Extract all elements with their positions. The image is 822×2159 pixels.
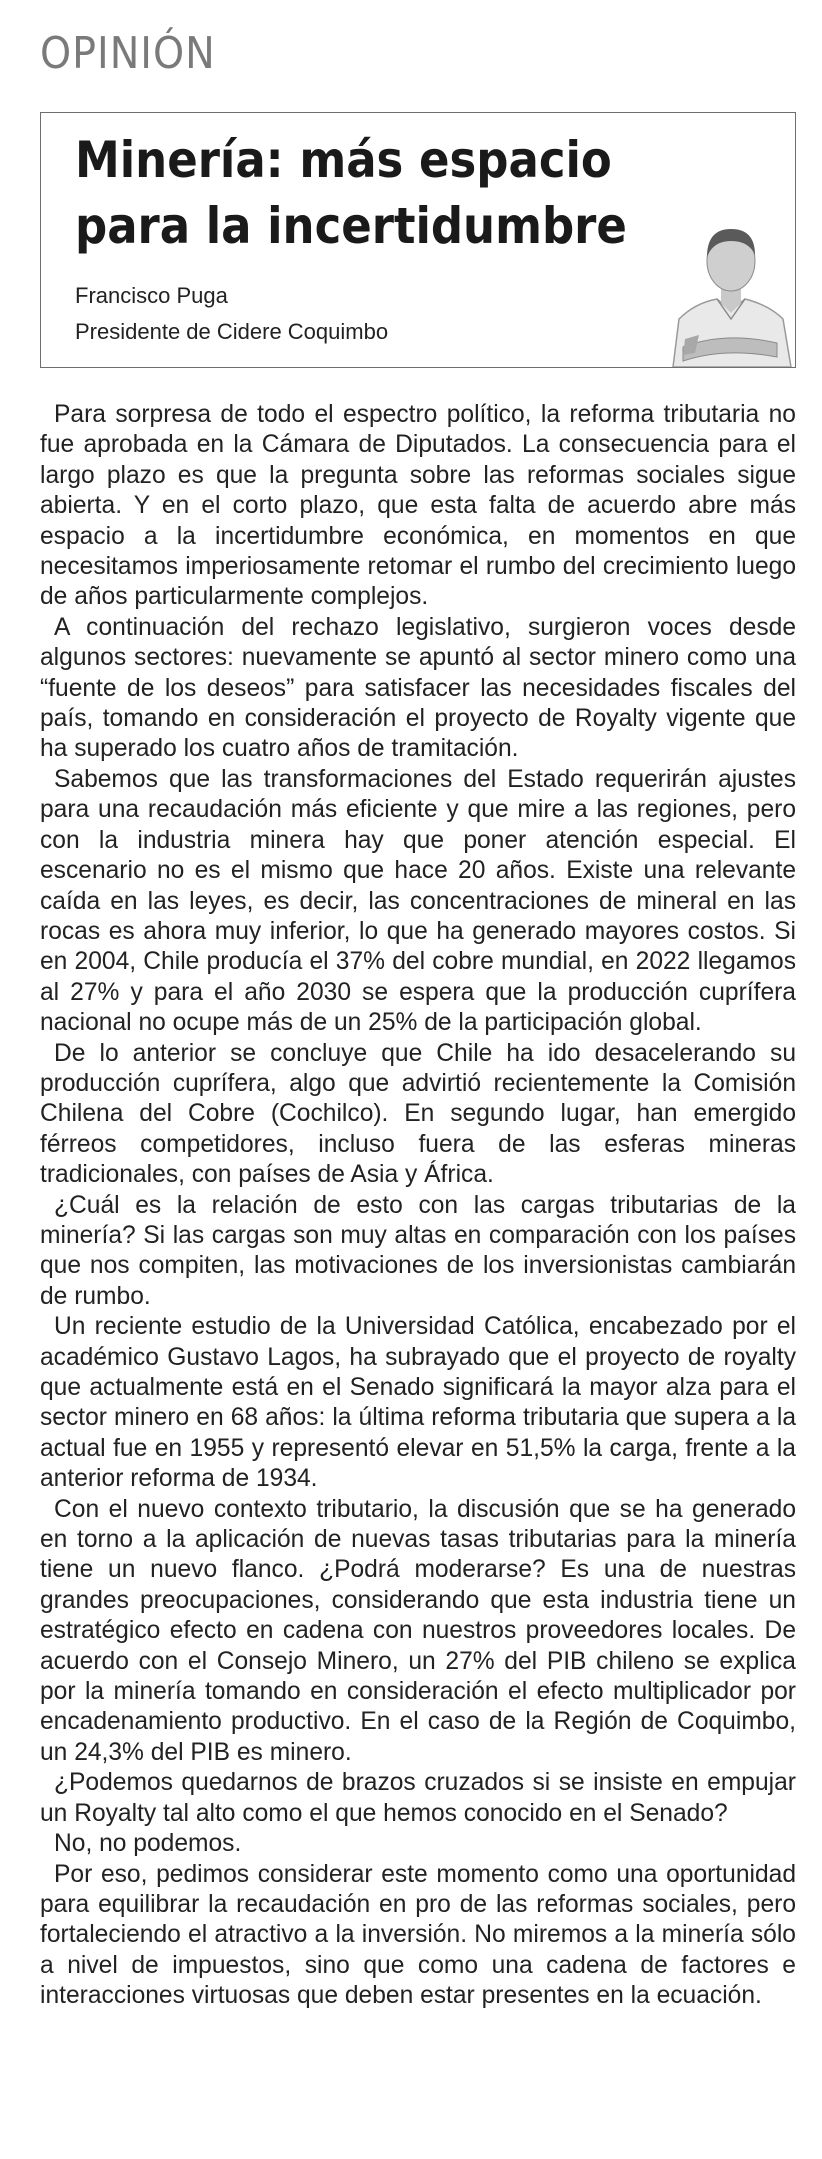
author-name: Francisco Puga: [75, 283, 228, 308]
article-paragraph: Con el nuevo contexto tributario, la discusión que se ha generado en torno a la aplicación de nuevas tasas tributarias para la minería tiene un nuevo flanco. ¿Podrá moderarse? Es una de nuestras grandes preocupaciones, considerando que esta industria tiene un estratégico efecto en cadena con nuestros proveedores locales. De acuerdo con el Consejo Minero, un 27% del PIB chileno se explica por la minería tomando en consideración el efecto multiplicador por encadenamiento productivo. En el caso de la Región de Coquimbo, un 24,3% del PIB es minero.: [40, 1495, 796, 1766]
author-role: Presidente de Cidere Coquimbo: [75, 319, 389, 344]
article-paragraph: A continuación del rechazo legislativo, surgieron voces desde algunos sectores: nuevamente se apuntó al sector minero como una “fuente de los deseos” para satisfacer las necesidades fiscales del país, tomando en consideración el proyecto de Royalty vigente que ha superado los cuatro años de tramitación.: [40, 613, 796, 763]
article-paragraph: ¿Podemos quedarnos de brazos cruzados si se insiste en empujar un Royalty tal alto como el que hemos conocido en el Senado?: [40, 1769, 796, 1827]
section-label: OPINIÓN: [40, 28, 216, 79]
headline-box: [40, 112, 796, 368]
article-paragraph: De lo anterior se concluye que Chile ha ido desacelerando su producción cuprífera, algo que advirtió recientemente la Comisión Chilena del Cobre (Cochilco). En segundo lugar, han emergido férreos competidores, incluso fuera de las esferas mineras tradicionales, con países de Asia y África.: [40, 1039, 796, 1189]
article-paragraph: Un reciente estudio de la Universidad Católica, encabezado por el académico Gustavo Lagos, ha subrayado que el proyecto de royalty que actualmente está en el Senado significará la mayor alza para el sector minero en 68 años: la última reforma tributaria que supera a la actual fue en 1955 y representó elevar en 51,5% la carga, frente a la anterior reforma de 1934.: [40, 1313, 796, 1493]
article-paragraph: ¿Cuál es la relación de esto con las cargas tributarias de la minería? Si las cargas son muy altas en comparación con los países que nos compiten, las motivaciones de los inversionistas cambiarán de rumbo.: [40, 1191, 796, 1310]
author-photo: [665, 207, 795, 367]
article-paragraph: No, no podemos.: [54, 1830, 242, 1858]
article-paragraph: Sabemos que las transformaciones del Estado requerirán ajustes para una recaudación más eficiente y que mire a las regiones, pero con la industria minera hay que poner atención especial. El escenario no es el mismo que hace 20 años. Existe una relevante caída en las leyes, es decir, las concentraciones de mineral en las rocas es ahora muy inferior, lo que ha generado mayores costos. Si en 2004, Chile producía el 37% del cobre mundial, en 2022 llegamos al 27% y para el año 2030 se espera que la producción cuprífera nacional no ocupe más de un 25% de la participación global.: [40, 765, 796, 1037]
article-paragraph: Para sorpresa de todo el espectro político, la reforma tributaria no fue aprobada en la Cámara de Diputados. La consecuencia para el largo plazo es que la pregunta sobre las reformas sociales sigue abierta. Y en el corto plazo, que esta falta de acuerdo abre más espacio a la incertidumbre económica, en momentos en que necesitamos imperiosamente retomar el rumbo del crecimiento luego de años particularmente complejos.: [40, 401, 796, 611]
article-body: [40, 400, 796, 2012]
article-paragraph: Por eso, pedimos considerar este momento como una oportunidad para equilibrar la recaudación en pro de las reformas sociales, pero fortaleciendo el atractivo a la inversión. No miremos a la minería sólo a nivel de impuestos, sino que como una cadena de factores e interacciones virtuosas que deben estar presentes en la ecuación.: [40, 1860, 796, 2010]
headline: Minería: más espacio para la incertidumbre: [75, 131, 627, 255]
